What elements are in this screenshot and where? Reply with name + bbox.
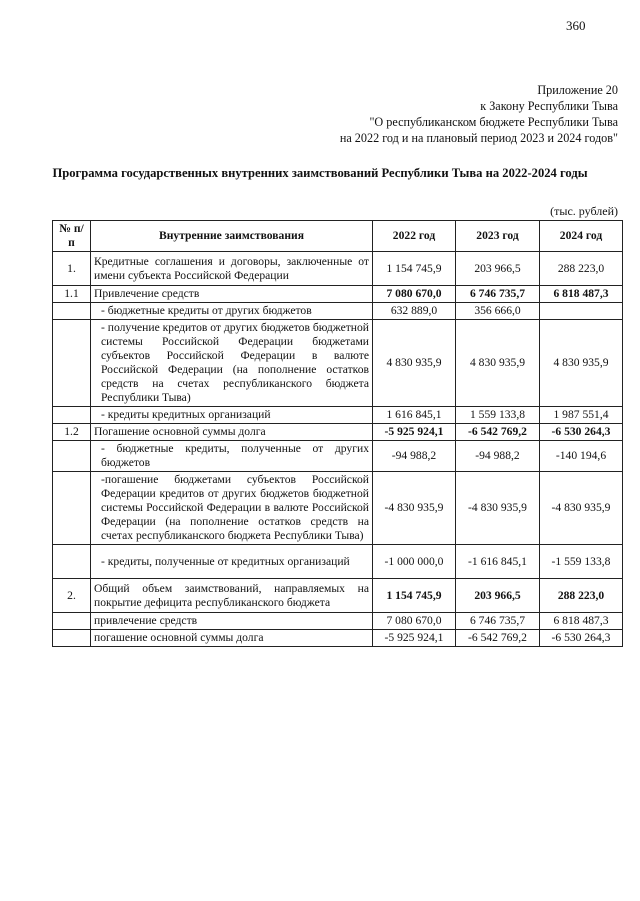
row-number: 1.1 (53, 286, 91, 303)
row-number: 2. (53, 579, 91, 613)
row-value-2023: 6 746 735,7 (456, 286, 540, 303)
row-value-2024: 288 223,0 (540, 579, 623, 613)
row-value-2022: 7 080 670,0 (373, 286, 456, 303)
row-number (53, 630, 91, 647)
appendix-line-1: Приложение 20 (537, 83, 618, 97)
row-value-2022: 1 154 745,9 (373, 579, 456, 613)
table-row (53, 545, 623, 579)
row-number: 1.2 (53, 424, 91, 441)
row-value-2022: 1 154 745,9 (373, 252, 456, 286)
row-number (53, 320, 91, 407)
document-title: Программа государственных внутренних заимствований Республики Тыва на 2022-2024 годы (52, 166, 588, 180)
row-value-2022: 1 616 845,1 (373, 407, 456, 424)
table-row (53, 407, 623, 424)
row-name: - получение кредитов от других бюджетов бюджетной системы Российской Федерации бюджетами субъектов Российской Федерации в валюте Российской Федерации (на пополнение остатков средств на счетах республиканского бюджета Республики Тыва) (91, 320, 373, 407)
appendix-line-4: на 2022 год и на плановый период 2023 и 2024 годов" (339, 131, 618, 145)
row-value-2022: -1 000 000,0 (373, 545, 456, 579)
table-row (53, 630, 623, 647)
borrowing-table (52, 220, 623, 647)
row-value-2023: -6 542 769,2 (456, 424, 540, 441)
row-value-2023: 4 830 935,9 (456, 320, 540, 407)
units-note: (тыс. рублей) (550, 204, 618, 218)
row-value-2022: 632 889,0 (373, 303, 456, 320)
row-name: - бюджетные кредиты от других бюджетов (91, 303, 373, 320)
row-number (53, 472, 91, 545)
row-number: 1. (53, 252, 91, 286)
row-value-2024: -6 530 264,3 (540, 630, 623, 647)
row-name: Погашение основной суммы долга (91, 424, 373, 441)
header-2024: 2024 год (540, 221, 623, 252)
row-value-2023: 203 966,5 (456, 252, 540, 286)
row-name: -погашение бюджетами субъектов Российской Федерации кредитов от других бюджетов бюджетной системы Российской Федерации в валюте Российской Федерации (на пополнение остатков средств на счетах республиканского бюджета Республики Тыва) (91, 472, 373, 545)
row-value-2023: 356 666,0 (456, 303, 540, 320)
header-2022: 2022 год (373, 221, 456, 252)
row-name: Общий объем заимствований, направляемых на покрытие дефицита республиканского бюджета (91, 579, 373, 613)
row-value-2024 (540, 303, 623, 320)
row-value-2023: 6 746 735,7 (456, 613, 540, 630)
row-value-2022: 4 830 935,9 (373, 320, 456, 407)
row-value-2024: 6 818 487,3 (540, 613, 623, 630)
appendix-line-2: к Закону Республики Тыва (480, 99, 618, 113)
row-number (53, 407, 91, 424)
row-value-2022: -94 988,2 (373, 441, 456, 472)
table-row (53, 424, 623, 441)
table-row (53, 286, 623, 303)
row-number (53, 441, 91, 472)
row-name: Привлечение средств (91, 286, 373, 303)
table-row (53, 320, 623, 407)
row-value-2024: -4 830 935,9 (540, 472, 623, 545)
row-value-2023: -94 988,2 (456, 441, 540, 472)
row-number (53, 303, 91, 320)
row-name: - кредиты кредитных организаций (91, 407, 373, 424)
table-row (53, 613, 623, 630)
table-row (53, 303, 623, 320)
row-number (53, 613, 91, 630)
appendix-line-3: "О республиканском бюджете Республики Тыва (369, 115, 618, 129)
row-name: привлечение средств (91, 613, 373, 630)
appendix-header (340, 82, 618, 146)
row-value-2023: -4 830 935,9 (456, 472, 540, 545)
row-name: погашение основной суммы долга (91, 630, 373, 647)
header-2023: 2023 год (456, 221, 540, 252)
row-value-2023: -6 542 769,2 (456, 630, 540, 647)
row-value-2023: -1 616 845,1 (456, 545, 540, 579)
row-number (53, 545, 91, 579)
row-value-2024: 4 830 935,9 (540, 320, 623, 407)
row-value-2023: 1 559 133,8 (456, 407, 540, 424)
table-row (53, 441, 623, 472)
row-value-2024: 6 818 487,3 (540, 286, 623, 303)
row-value-2022: -5 925 924,1 (373, 630, 456, 647)
row-value-2022: -4 830 935,9 (373, 472, 456, 545)
row-value-2024: -140 194,6 (540, 441, 623, 472)
table-row (53, 579, 623, 613)
page-number: 360 (566, 18, 586, 33)
header-number: № п/п (53, 221, 91, 252)
header-name: Внутренние заимствования (91, 221, 373, 252)
row-value-2022: -5 925 924,1 (373, 424, 456, 441)
row-name: - кредиты, полученные от кредитных организаций (91, 545, 373, 579)
row-name: - бюджетные кредиты, полученные от других бюджетов (91, 441, 373, 472)
row-value-2023: 203 966,5 (456, 579, 540, 613)
row-value-2022: 7 080 670,0 (373, 613, 456, 630)
row-value-2024: -1 559 133,8 (540, 545, 623, 579)
table-header-row (53, 221, 623, 252)
table-row (53, 472, 623, 545)
row-value-2024: 288 223,0 (540, 252, 623, 286)
row-value-2024: 1 987 551,4 (540, 407, 623, 424)
row-value-2024: -6 530 264,3 (540, 424, 623, 441)
row-name: Кредитные соглашения и договоры, заключенные от имени субъекта Российской Федерации (91, 252, 373, 286)
table-row (53, 252, 623, 286)
